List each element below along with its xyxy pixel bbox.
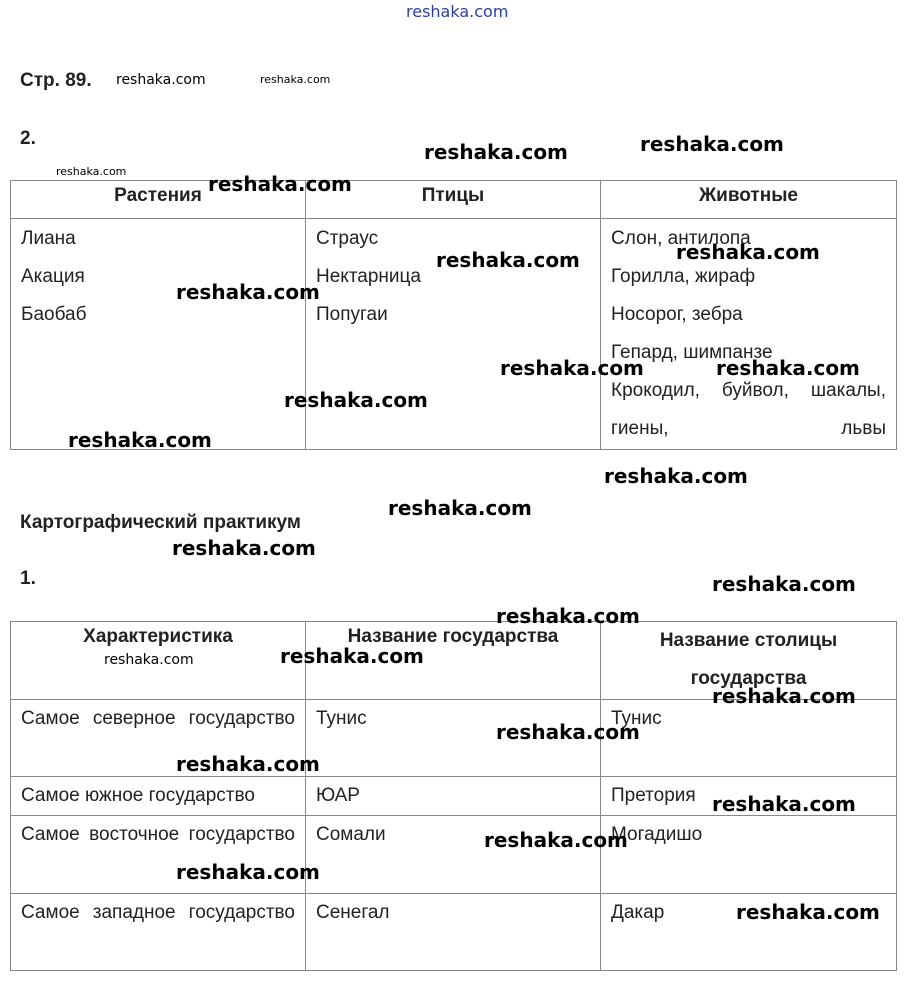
list-item: Горилла, жираф	[611, 266, 756, 287]
list-item: Акация	[21, 266, 85, 287]
section2-number: 1.	[20, 568, 36, 589]
watermark: reshaka.com	[172, 536, 316, 560]
capital-cell: Тунис	[601, 700, 897, 777]
watermark: reshaka.com	[712, 572, 856, 596]
header-plants: Растения	[11, 181, 306, 219]
watermark: reshaka.com	[496, 604, 640, 628]
watermark: reshaka.com	[388, 496, 532, 520]
capital-cell: Дакар	[601, 894, 897, 971]
header-birds: Птицы	[306, 181, 601, 219]
header-animals: Животные	[601, 181, 897, 219]
watermark: reshaka.com	[436, 248, 580, 272]
watermark: reshaka.com	[56, 165, 127, 178]
watermark: reshaka.com	[496, 720, 640, 744]
capital-cell: Могадишо	[601, 816, 897, 894]
section1-number: 2.	[20, 128, 36, 149]
country-cell: ЮАР	[306, 777, 601, 816]
watermark: reshaka.com	[604, 464, 748, 488]
watermark: reshaka.com	[736, 900, 880, 924]
flora-fauna-table	[10, 180, 897, 450]
watermark: reshaka.com	[176, 860, 320, 884]
plants-cell	[11, 219, 306, 450]
list-item: Страус	[316, 228, 379, 249]
watermark: reshaka.com	[712, 684, 856, 708]
list-item: Носорог, зебра	[611, 304, 743, 325]
header-country: Название государства	[306, 622, 601, 700]
table-row	[11, 816, 897, 894]
country-cell: Сомали	[306, 816, 601, 894]
page-label: Стр. 89.	[20, 70, 92, 91]
country-cell: Тунис	[306, 700, 601, 777]
list-item: Слон, антилопа	[611, 228, 751, 249]
list-item: Нектарница	[316, 266, 421, 287]
watermark: reshaka.com	[260, 73, 331, 86]
list-item: Гепард, шимпанзе	[611, 342, 773, 363]
country-cell: Сенегал	[306, 894, 601, 971]
watermark: reshaka.com	[500, 356, 644, 380]
watermark: reshaka.com	[280, 644, 424, 668]
watermark: reshaka.com	[284, 388, 428, 412]
watermark: reshaka.com	[104, 652, 194, 668]
watermark: reshaka.com	[676, 240, 820, 264]
list-item: Лиана	[21, 228, 76, 249]
table-row	[11, 700, 897, 777]
watermark: reshaka.com	[716, 356, 860, 380]
list-item: Крокодил, буйвол, шакалы, гиены, львы	[611, 380, 886, 439]
watermark: reshaka.com	[712, 792, 856, 816]
characteristic-cell: Самое восточное государство	[11, 816, 306, 894]
watermark: reshaka.com	[484, 828, 628, 852]
watermark: reshaka.com	[176, 280, 320, 304]
site-header-link[interactable]: reshaka.com	[406, 2, 509, 21]
section2-title: Картографический практикум	[20, 512, 301, 533]
watermark: reshaka.com	[116, 72, 206, 88]
watermark: reshaka.com	[640, 132, 784, 156]
characteristic-cell: Самое южное государство	[11, 777, 306, 816]
watermark: reshaka.com	[208, 172, 352, 196]
characteristic-cell: Самое северное государство	[11, 700, 306, 777]
header-capital: Название столицы государства	[601, 622, 897, 700]
list-item: Попугаи	[316, 304, 388, 325]
watermark: reshaka.com	[68, 428, 212, 452]
characteristic-cell: Самое западное государство	[11, 894, 306, 971]
list-item: Баобаб	[21, 304, 87, 325]
watermark: reshaka.com	[176, 752, 320, 776]
watermark: reshaka.com	[424, 140, 568, 164]
header-characteristic: Характеристика	[11, 622, 306, 700]
capital-cell: Претория	[601, 777, 897, 816]
